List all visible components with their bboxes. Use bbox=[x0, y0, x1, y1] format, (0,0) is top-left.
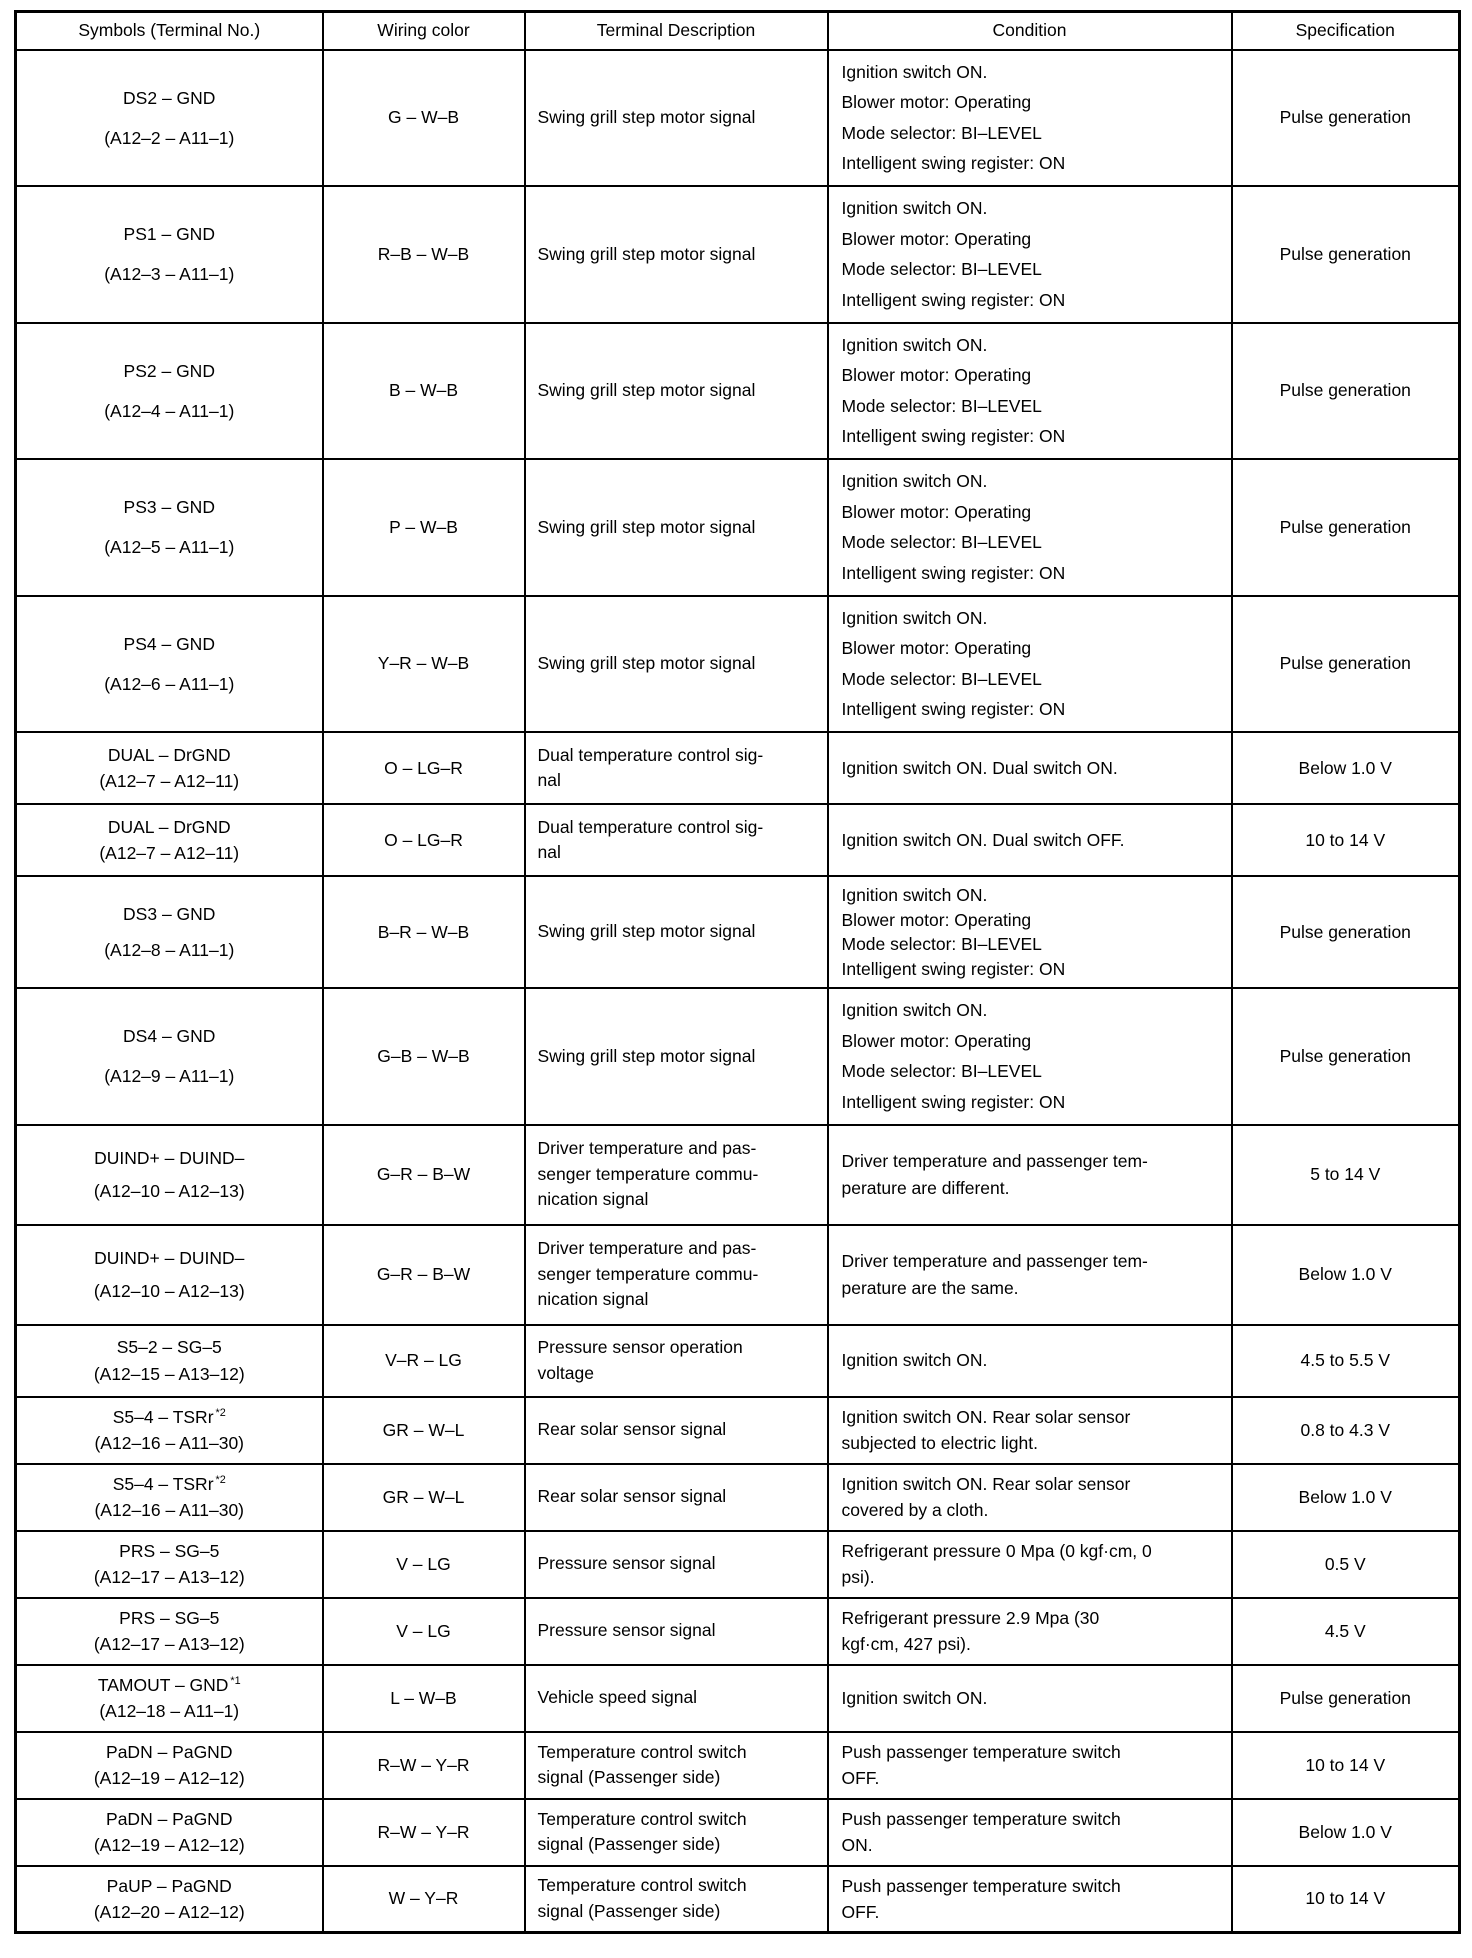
description-line: signal (Passenger side) bbox=[537, 1767, 721, 1787]
symbol-line-2: (A12–19 – A12–12) bbox=[93, 1768, 245, 1788]
symbols-cell bbox=[16, 1397, 323, 1464]
header-row bbox=[16, 12, 1460, 50]
table-row bbox=[16, 1125, 1460, 1225]
terminal-table-body bbox=[16, 50, 1460, 1933]
condition-line: Intelligent swing register: ON bbox=[841, 562, 1066, 583]
condition-line: OFF. bbox=[841, 1901, 880, 1922]
header-terminal-description: Terminal Description bbox=[525, 12, 828, 50]
symbol-text: DUIND+ – DUIND– bbox=[94, 1248, 245, 1269]
condition-line: Mode selector: BI–LEVEL bbox=[841, 1061, 1042, 1082]
description-line: Pressure sensor signal bbox=[537, 1553, 716, 1574]
symbol-line-2: (A12–5 – A11–1) bbox=[104, 537, 235, 558]
specification-cell: 10 to 14 V bbox=[1232, 1732, 1460, 1799]
terminal-description-cell bbox=[525, 1598, 828, 1665]
wiring-color-cell: GR – W–L bbox=[323, 1397, 525, 1464]
symbol-line-2: (A12–19 – A12–12) bbox=[93, 1835, 245, 1855]
wiring-color-cell: G – W–B bbox=[323, 50, 525, 187]
description-line: Swing grill step motor signal bbox=[537, 516, 756, 537]
description-line: Dual temperature control sig- bbox=[537, 744, 764, 765]
footnote-marker: *2 bbox=[215, 1406, 226, 1419]
footnote-marker: *2 bbox=[215, 1473, 226, 1486]
specification-cell: Below 1.0 V bbox=[1232, 1799, 1460, 1866]
terminal-description-cell bbox=[525, 732, 828, 804]
header-condition: Condition bbox=[828, 12, 1232, 50]
symbol-text: DUAL – DrGND bbox=[107, 744, 231, 765]
symbol-line-2: (A12–2 – A11–1) bbox=[104, 127, 235, 148]
symbols-cell bbox=[16, 1598, 323, 1665]
terminal-description-cell bbox=[525, 1397, 828, 1464]
condition-line: Mode selector: BI–LEVEL bbox=[841, 532, 1042, 553]
symbol-line-1 bbox=[27, 814, 312, 840]
symbol-line-1 bbox=[27, 1806, 312, 1832]
description-line: senger temperature commu- bbox=[537, 1263, 759, 1284]
symbol-line-1 bbox=[27, 1245, 312, 1271]
condition-line: Blower motor: Operating bbox=[841, 501, 1032, 522]
condition-line: Ignition switch ON. bbox=[841, 198, 988, 218]
symbol-text: S5–4 – TSRr bbox=[112, 1406, 214, 1427]
specification-cell: 4.5 V bbox=[1232, 1598, 1460, 1665]
condition-line: OFF. bbox=[841, 1768, 880, 1788]
footnote-marker: *1 bbox=[230, 1674, 241, 1687]
specification-cell: Pulse generation bbox=[1232, 876, 1460, 988]
symbol-text: DUAL – DrGND bbox=[107, 816, 231, 837]
table-row bbox=[16, 1665, 1460, 1732]
condition-line: Ignition switch ON. bbox=[841, 1000, 988, 1020]
description-line: signal (Passenger side) bbox=[537, 1900, 721, 1921]
symbol-line-2: (A12–3 – A11–1) bbox=[104, 264, 235, 285]
terminal-description-cell bbox=[525, 1665, 828, 1732]
condition-line: Intelligent swing register: ON bbox=[841, 1091, 1066, 1112]
terminal-description-cell bbox=[525, 988, 828, 1125]
table-row bbox=[16, 1598, 1460, 1665]
condition-cell bbox=[828, 988, 1232, 1125]
specification-cell: 5 to 14 V bbox=[1232, 1125, 1460, 1225]
table-row bbox=[16, 1225, 1460, 1325]
condition-line: Mode selector: BI–LEVEL bbox=[841, 934, 1042, 954]
condition-line: Ignition switch ON. Dual switch OFF. bbox=[841, 829, 1125, 850]
condition-line: Intelligent swing register: ON bbox=[841, 958, 1066, 979]
table-row bbox=[16, 1799, 1460, 1866]
description-line: Pressure sensor operation bbox=[537, 1337, 743, 1358]
wiring-color-cell: G–B – W–B bbox=[323, 988, 525, 1125]
symbol-line-1 bbox=[27, 85, 312, 111]
symbols-cell bbox=[16, 1325, 323, 1397]
terminal-description-cell bbox=[525, 596, 828, 733]
condition-cell bbox=[828, 1598, 1232, 1665]
symbol-text: DS4 – GND bbox=[123, 1026, 216, 1046]
condition-line: covered by a cloth. bbox=[841, 1500, 989, 1520]
condition-line: Ignition switch ON. bbox=[841, 471, 988, 491]
description-line: Swing grill step motor signal bbox=[537, 380, 756, 401]
symbol-line-2: (A12–20 – A12–12) bbox=[93, 1901, 245, 1922]
table-header bbox=[16, 12, 1460, 50]
description-line: Rear solar sensor signal bbox=[537, 1486, 727, 1507]
symbol-line-2: (A12–17 – A13–12) bbox=[93, 1634, 245, 1654]
wiring-color-cell: V – LG bbox=[323, 1598, 525, 1665]
specification-cell: 4.5 to 5.5 V bbox=[1232, 1325, 1460, 1397]
terminal-description-cell bbox=[525, 50, 828, 187]
symbol-line-1 bbox=[27, 1739, 312, 1765]
symbol-line-2: (A12–16 – A11–30) bbox=[94, 1500, 245, 1520]
symbol-line-1 bbox=[27, 1672, 312, 1698]
terminal-description-cell bbox=[525, 1531, 828, 1598]
symbol-line-1 bbox=[27, 1404, 312, 1430]
condition-cell bbox=[828, 1325, 1232, 1397]
condition-line: Mode selector: BI–LEVEL bbox=[841, 122, 1042, 143]
condition-line: ON. bbox=[841, 1835, 873, 1855]
symbol-line-1 bbox=[27, 1471, 312, 1497]
symbol-line-2: (A12–4 – A11–1) bbox=[104, 400, 235, 421]
symbol-line-1 bbox=[27, 1538, 312, 1564]
condition-line: Ignition switch ON. bbox=[841, 885, 988, 905]
table-row bbox=[16, 596, 1460, 733]
symbol-line-1 bbox=[27, 1873, 312, 1899]
table-row bbox=[16, 988, 1460, 1125]
table-row bbox=[16, 459, 1460, 596]
condition-line: Push passenger temperature switch bbox=[841, 1875, 1121, 1896]
specification-cell: Pulse generation bbox=[1232, 988, 1460, 1125]
symbol-text: PS1 – GND bbox=[123, 224, 215, 244]
condition-line: Intelligent swing register: ON bbox=[841, 699, 1066, 720]
terminal-description-cell bbox=[525, 1125, 828, 1225]
symbols-cell bbox=[16, 876, 323, 988]
condition-cell bbox=[828, 732, 1232, 804]
terminal-description-cell bbox=[525, 1732, 828, 1799]
symbol-line-2: (A12–16 – A11–30) bbox=[94, 1433, 245, 1453]
terminal-description-cell bbox=[525, 459, 828, 596]
symbol-line-2: (A12–10 – A12–13) bbox=[93, 1180, 245, 1201]
wiring-color-cell: L – W–B bbox=[323, 1665, 525, 1732]
condition-cell bbox=[828, 804, 1232, 876]
description-line: voltage bbox=[537, 1362, 594, 1383]
symbol-text: S5–2 – SG–5 bbox=[116, 1337, 222, 1358]
condition-line: Blower motor: Operating bbox=[841, 228, 1032, 249]
condition-cell bbox=[828, 323, 1232, 460]
terminal-description-cell bbox=[525, 1799, 828, 1866]
wiring-color-cell: O – LG–R bbox=[323, 804, 525, 876]
description-line: nication signal bbox=[537, 1189, 649, 1210]
wiring-color-cell: W – Y–R bbox=[323, 1866, 525, 1933]
specification-cell: Pulse generation bbox=[1232, 323, 1460, 460]
condition-cell bbox=[828, 1799, 1232, 1866]
symbols-cell bbox=[16, 1866, 323, 1933]
condition-line: kgf·cm, 427 psi). bbox=[841, 1634, 971, 1654]
symbols-cell bbox=[16, 1464, 323, 1531]
symbol-line-1 bbox=[27, 358, 312, 384]
symbol-line-1 bbox=[27, 1145, 312, 1171]
condition-cell bbox=[828, 1464, 1232, 1531]
specification-cell: Below 1.0 V bbox=[1232, 1464, 1460, 1531]
description-line: Temperature control switch bbox=[537, 1875, 747, 1896]
condition-cell bbox=[828, 876, 1232, 988]
condition-line: perature are the same. bbox=[841, 1277, 1019, 1298]
condition-line: Ignition switch ON. bbox=[841, 1687, 988, 1708]
symbols-cell bbox=[16, 1531, 323, 1598]
symbols-cell bbox=[16, 596, 323, 733]
table-row bbox=[16, 1531, 1460, 1598]
description-line: Swing grill step motor signal bbox=[537, 921, 756, 942]
symbols-cell bbox=[16, 186, 323, 323]
terminal-specification-table bbox=[14, 10, 1461, 1934]
symbol-text: PaUP – PaGND bbox=[106, 1875, 232, 1896]
symbol-line-2: (A12–10 – A12–13) bbox=[93, 1280, 245, 1301]
description-line: signal (Passenger side) bbox=[537, 1834, 721, 1854]
symbol-line-1 bbox=[27, 1023, 312, 1049]
symbol-line-2: (A12–6 – A11–1) bbox=[104, 673, 235, 694]
condition-cell bbox=[828, 1732, 1232, 1799]
symbol-line-1 bbox=[27, 221, 312, 247]
symbol-line-1 bbox=[27, 1605, 312, 1631]
symbols-cell bbox=[16, 732, 323, 804]
symbol-line-1 bbox=[27, 742, 312, 768]
wiring-color-cell: R–B – W–B bbox=[323, 186, 525, 323]
symbol-text: PaDN – PaGND bbox=[106, 1808, 233, 1829]
condition-line: Ignition switch ON. Rear solar sensor bbox=[841, 1473, 1131, 1494]
description-line: Swing grill step motor signal bbox=[537, 243, 756, 264]
condition-line: Ignition switch ON. Rear solar sensor bbox=[841, 1406, 1131, 1427]
specification-cell: Pulse generation bbox=[1232, 186, 1460, 323]
wiring-color-cell: R–W – Y–R bbox=[323, 1799, 525, 1866]
condition-line: Ignition switch ON. bbox=[841, 1350, 988, 1371]
wiring-color-cell: V–R – LG bbox=[323, 1325, 525, 1397]
symbol-text: DS2 – GND bbox=[123, 87, 216, 108]
condition-line: Ignition switch ON. bbox=[841, 334, 988, 355]
specification-cell: Pulse generation bbox=[1232, 50, 1460, 187]
condition-line: Ignition switch ON. bbox=[841, 607, 988, 628]
symbol-text: PS3 – GND bbox=[123, 497, 215, 517]
description-line: Temperature control switch bbox=[537, 1808, 747, 1829]
description-line: Pressure sensor signal bbox=[537, 1620, 716, 1641]
terminal-description-cell bbox=[525, 804, 828, 876]
condition-line: Refrigerant pressure 0 Mpa (0 kgf·cm, 0 bbox=[841, 1540, 1152, 1561]
condition-cell bbox=[828, 596, 1232, 733]
symbol-text: PaDN – PaGND bbox=[106, 1741, 233, 1762]
description-line: Driver temperature and pas- bbox=[537, 1238, 757, 1259]
condition-line: perature are different. bbox=[841, 1177, 1010, 1198]
terminal-description-cell bbox=[525, 1225, 828, 1325]
header-symbols: Symbols (Terminal No.) bbox=[16, 12, 323, 50]
condition-line: Driver temperature and passenger tem- bbox=[841, 1151, 1148, 1172]
symbols-cell bbox=[16, 1732, 323, 1799]
wiring-color-cell: B–R – W–B bbox=[323, 876, 525, 988]
symbol-line-2: (A12–15 – A13–12) bbox=[93, 1363, 245, 1384]
condition-cell bbox=[828, 459, 1232, 596]
table-row bbox=[16, 1464, 1460, 1531]
condition-line: Intelligent swing register: ON bbox=[841, 153, 1066, 174]
symbol-text: PS2 – GND bbox=[123, 360, 215, 381]
symbols-cell bbox=[16, 1799, 323, 1866]
symbol-line-1 bbox=[27, 1334, 312, 1360]
symbol-line-2: (A12–7 – A12–11) bbox=[99, 843, 240, 863]
description-line: Swing grill step motor signal bbox=[537, 653, 756, 674]
symbol-line-2: (A12–17 – A13–12) bbox=[93, 1567, 245, 1587]
wiring-color-cell: V – LG bbox=[323, 1531, 525, 1598]
symbols-cell bbox=[16, 1125, 323, 1225]
description-line: nal bbox=[537, 770, 561, 790]
symbol-text: TAMOUT – GND bbox=[97, 1674, 229, 1695]
condition-cell bbox=[828, 1125, 1232, 1225]
condition-line: Blower motor: Operating bbox=[841, 365, 1032, 386]
description-line: Rear solar sensor signal bbox=[537, 1419, 727, 1440]
condition-line: Ignition switch ON. bbox=[841, 61, 988, 82]
condition-line: Blower motor: Operating bbox=[841, 909, 1032, 930]
symbols-cell bbox=[16, 988, 323, 1125]
table-row bbox=[16, 323, 1460, 460]
wiring-color-cell: B – W–B bbox=[323, 323, 525, 460]
symbol-text: DS3 – GND bbox=[123, 903, 216, 924]
header-specification: Specification bbox=[1232, 12, 1460, 50]
symbol-line-1 bbox=[27, 901, 312, 927]
symbols-cell bbox=[16, 50, 323, 187]
specification-cell: Pulse generation bbox=[1232, 1665, 1460, 1732]
table-row bbox=[16, 186, 1460, 323]
wiring-color-cell: Y–R – W–B bbox=[323, 596, 525, 733]
description-line: nal bbox=[537, 842, 561, 862]
condition-line: Blower motor: Operating bbox=[841, 92, 1032, 113]
condition-line: Blower motor: Operating bbox=[841, 1030, 1032, 1051]
condition-line: Push passenger temperature switch bbox=[841, 1741, 1121, 1762]
wiring-color-cell: P – W–B bbox=[323, 459, 525, 596]
symbols-cell bbox=[16, 1665, 323, 1732]
condition-line: Ignition switch ON. Dual switch ON. bbox=[841, 757, 1118, 778]
wiring-color-cell: GR – W–L bbox=[323, 1464, 525, 1531]
condition-line: subjected to electric light. bbox=[841, 1433, 1038, 1453]
table-row bbox=[16, 804, 1460, 876]
symbol-line-1 bbox=[27, 631, 312, 657]
symbol-text: PRS – SG–5 bbox=[119, 1540, 220, 1561]
specification-cell: Pulse generation bbox=[1232, 459, 1460, 596]
condition-cell bbox=[828, 186, 1232, 323]
condition-line: Mode selector: BI–LEVEL bbox=[841, 395, 1042, 416]
condition-line: Mode selector: BI–LEVEL bbox=[841, 259, 1042, 280]
specification-cell: 10 to 14 V bbox=[1232, 1866, 1460, 1933]
specification-cell: 0.8 to 4.3 V bbox=[1232, 1397, 1460, 1464]
specification-cell: 0.5 V bbox=[1232, 1531, 1460, 1598]
table-row bbox=[16, 876, 1460, 988]
table-row bbox=[16, 1866, 1460, 1933]
symbols-cell bbox=[16, 804, 323, 876]
specification-cell: 10 to 14 V bbox=[1232, 804, 1460, 876]
condition-line: Driver temperature and passenger tem- bbox=[841, 1251, 1148, 1272]
condition-line: Intelligent swing register: ON bbox=[841, 426, 1066, 447]
wiring-color-cell: G–R – B–W bbox=[323, 1125, 525, 1225]
condition-line: psi). bbox=[841, 1567, 875, 1587]
table-row bbox=[16, 1397, 1460, 1464]
condition-cell bbox=[828, 1866, 1232, 1933]
description-line: nication signal bbox=[537, 1289, 649, 1310]
wiring-color-cell: G–R – B–W bbox=[323, 1225, 525, 1325]
terminal-description-cell bbox=[525, 1866, 828, 1933]
specification-cell: Below 1.0 V bbox=[1232, 1225, 1460, 1325]
table-row bbox=[16, 50, 1460, 187]
specification-cell: Pulse generation bbox=[1232, 596, 1460, 733]
description-line: Swing grill step motor signal bbox=[537, 107, 756, 128]
description-line: Temperature control switch bbox=[537, 1741, 747, 1762]
symbols-cell bbox=[16, 1225, 323, 1325]
terminal-description-cell bbox=[525, 323, 828, 460]
condition-cell bbox=[828, 1225, 1232, 1325]
condition-line: Mode selector: BI–LEVEL bbox=[841, 668, 1042, 689]
condition-line: Push passenger temperature switch bbox=[841, 1808, 1121, 1829]
header-wiring-color: Wiring color bbox=[323, 12, 525, 50]
condition-cell bbox=[828, 1665, 1232, 1732]
wiring-color-cell: O – LG–R bbox=[323, 732, 525, 804]
description-line: Swing grill step motor signal bbox=[537, 1045, 756, 1066]
description-line: Driver temperature and pas- bbox=[537, 1138, 757, 1159]
condition-cell bbox=[828, 1531, 1232, 1598]
symbol-line-2: (A12–9 – A11–1) bbox=[104, 1066, 235, 1087]
condition-line: Intelligent swing register: ON bbox=[841, 289, 1066, 310]
terminal-description-cell bbox=[525, 876, 828, 988]
symbol-text: PS4 – GND bbox=[123, 633, 215, 654]
table-row bbox=[16, 732, 1460, 804]
condition-cell bbox=[828, 1397, 1232, 1464]
description-line: senger temperature commu- bbox=[537, 1163, 759, 1184]
symbol-text: PRS – SG–5 bbox=[119, 1607, 220, 1628]
terminal-description-cell bbox=[525, 1325, 828, 1397]
condition-line: Refrigerant pressure 2.9 Mpa (30 bbox=[841, 1607, 1100, 1628]
condition-line: Blower motor: Operating bbox=[841, 638, 1032, 659]
specification-cell: Below 1.0 V bbox=[1232, 732, 1460, 804]
table-row bbox=[16, 1325, 1460, 1397]
symbol-line-2: (A12–8 – A11–1) bbox=[104, 940, 235, 960]
description-line: Dual temperature control sig- bbox=[537, 816, 764, 837]
symbol-text: DUIND+ – DUIND– bbox=[94, 1148, 245, 1169]
symbol-line-2: (A12–7 – A12–11) bbox=[99, 771, 240, 791]
symbols-cell bbox=[16, 323, 323, 460]
terminal-description-cell bbox=[525, 1464, 828, 1531]
terminal-description-cell bbox=[525, 186, 828, 323]
wiring-color-cell: R–W – Y–R bbox=[323, 1732, 525, 1799]
description-line: Vehicle speed signal bbox=[537, 1687, 698, 1708]
table-row bbox=[16, 1732, 1460, 1799]
symbol-line-1 bbox=[27, 494, 312, 520]
symbol-text: S5–4 – TSRr bbox=[112, 1473, 214, 1494]
symbols-cell bbox=[16, 459, 323, 596]
condition-cell bbox=[828, 50, 1232, 187]
symbol-line-2: (A12–18 – A11–1) bbox=[99, 1701, 240, 1721]
